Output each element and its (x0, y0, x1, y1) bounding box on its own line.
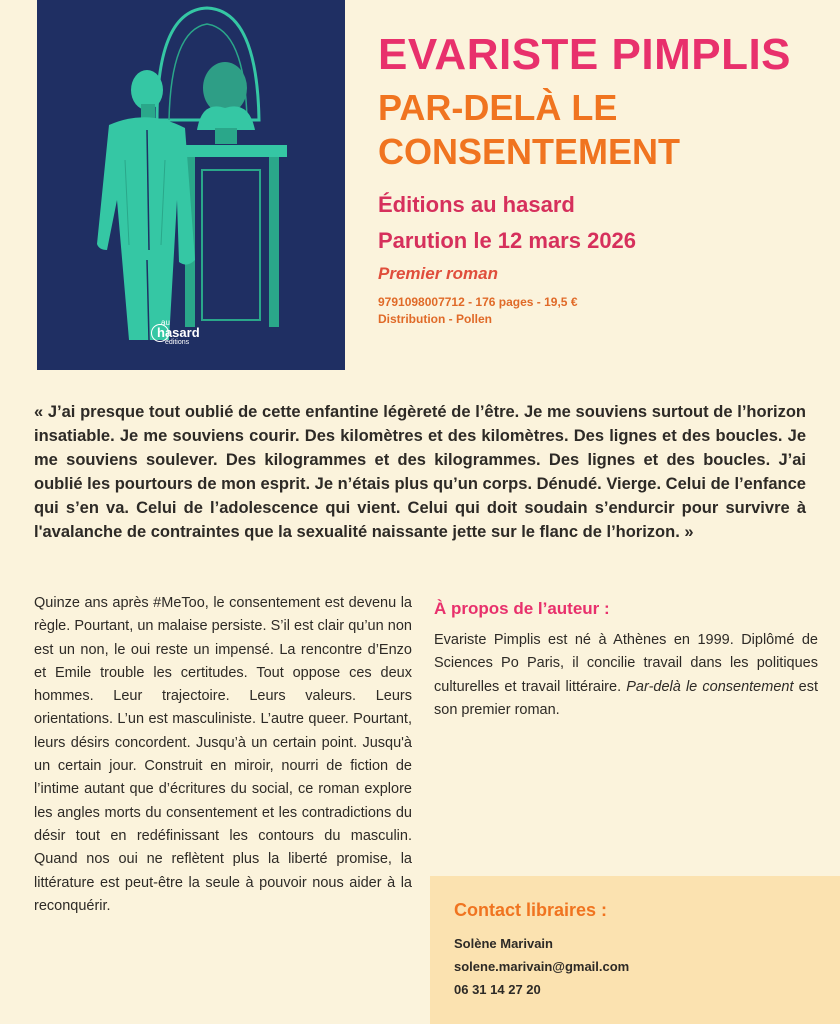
logo-bottom-text: éditions (165, 339, 190, 346)
contact-heading: Contact libraires : (454, 900, 608, 920)
excerpt-quote: « J’ai presque tout oublié de cette enfantine légèreté de l’être. Je me souviens surtout de l’horizon insatiable. Je me souviens courir. Des kilomètres et des kilomètres. Des lignes et des boucles. Je me souviens soulever. Des kilogrammes et des kilogrammes. Des lignes et des boucles. J’ai oublié les pourtours de mon esprit. Je n’étais plus qu’un corps. Dénudé. Vierge. Celui de l’enfance qui s’en va. Celui de l’adolescence qui vient. Celui qui doit soudain s’endurcir pour survivre à l'avalanche de contraintes que la sexualité naissante jette sur le flanc de l’horizon. » (34, 403, 806, 541)
about-text-end: est son premier roman. (434, 678, 818, 718)
book-cover (37, 0, 345, 370)
title-block (378, 30, 828, 328)
about-paragraph (434, 629, 818, 722)
contact-box (430, 876, 840, 1024)
logo-main-text: hasard (157, 325, 200, 340)
about-author-section (434, 597, 818, 722)
about-heading: À propos de l’auteur : (434, 599, 610, 618)
publisher-logo (157, 318, 200, 348)
cover-illustration (37, 0, 345, 370)
logo-ring-icon (151, 324, 169, 342)
synopsis-text: Quinze ans après #MeToo, le consentement est devenu la règle. Pourtant, un malaise persiste. S’il est clair qu’un non est un non, le oui reste un impensé. La rencontre d’Enzo et Emile trouble les certitudes. Tout oppose ces deux hommes. Leur trajectoire. Leurs valeurs. Leurs orientations. L’un est masculiniste. L’autre queer. Pourtant, leurs désirs concordent. Jusqu’à un certain point. Jusqu'à un certain jour. Construit en miroir, nourri de fiction de l’intime autant que d’écritures du social, ce roman explore les angles morts du consentement et les contradictions du désir tout en redéfinissant les contours du masculin. Quand nos oui ne reflètent plus la liberté promise, la littérature est peut-être la seule à pouvoir nous aider à la reconquérir. (34, 595, 412, 914)
contact-email[interactable]: solene.marivain@gmail.com (454, 959, 630, 974)
publisher-name: Éditions au hasard (378, 192, 575, 217)
about-book-title: Par-delà le consentement (626, 678, 794, 695)
book-details: 9791098007712 - 176 pages - 19,5 € (378, 295, 578, 309)
contact-name: Solène Marivain (454, 936, 553, 951)
author-name: EVARISTE PIMPLIS (378, 30, 792, 79)
genre-label: Premier roman (378, 264, 498, 283)
contact-phone[interactable]: 06 31 14 27 20 (454, 982, 541, 997)
book-title: PAR-DELÀ LE CONSENTEMENT (378, 87, 681, 172)
release-date: Parution le 12 mars 2026 (378, 228, 637, 253)
about-text: Evariste Pimplis est né à Athènes en 1999. Diplômé de Sciences Po Paris, il concilie travail dans les politiques culturelles et travail littéraire. (434, 632, 818, 695)
distribution-label: Distribution - Pollen (378, 312, 492, 326)
logo-top-text: au (161, 318, 170, 327)
